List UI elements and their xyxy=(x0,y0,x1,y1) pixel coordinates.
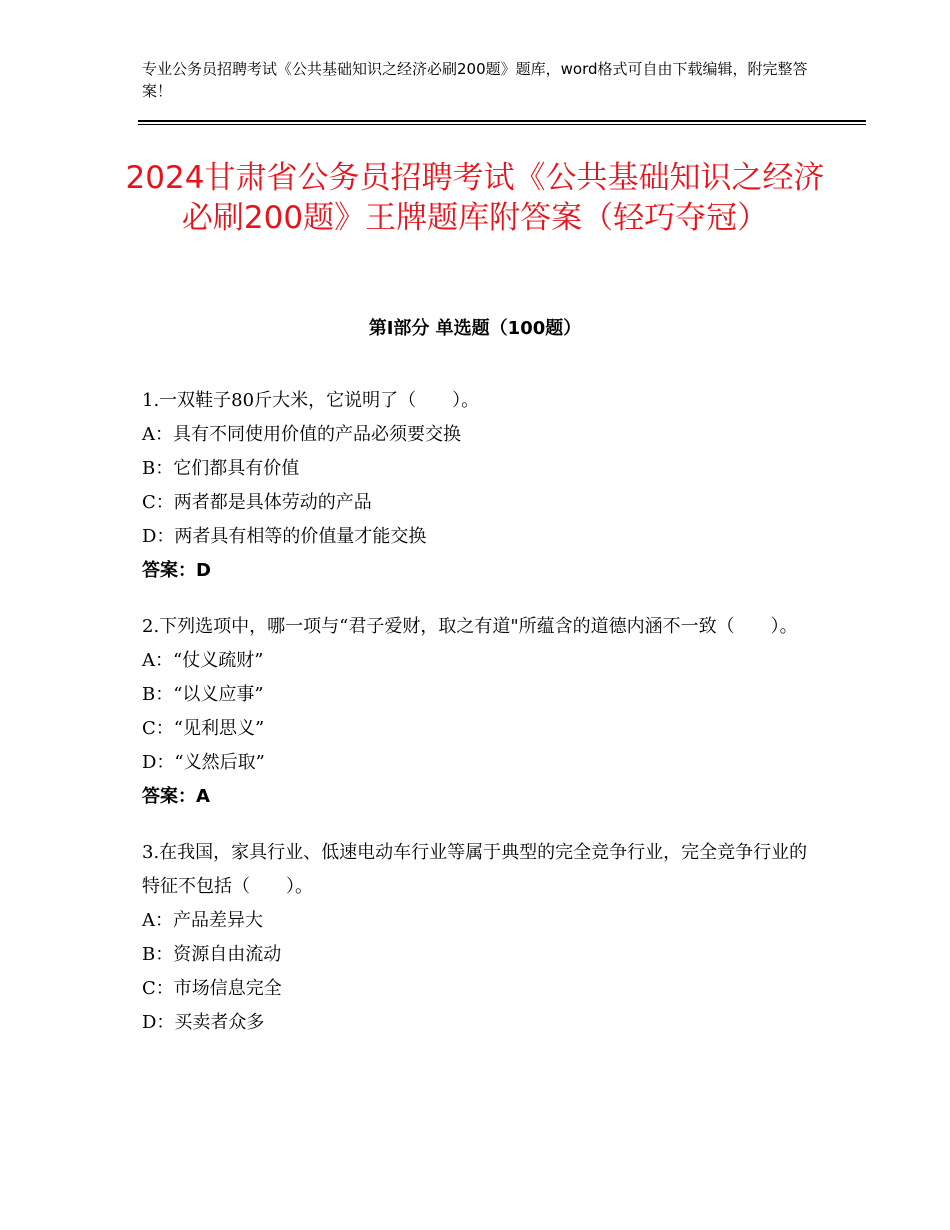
option-a: A：产品差异大 xyxy=(142,910,263,931)
option-a: A：“仗义疏财” xyxy=(142,650,264,671)
document-title: 2024甘肃省公务员招聘考试《公共基础知识之经济必刷200题》王牌题库附答案（轻巧夺冠） xyxy=(125,160,825,236)
question-stem: 1.一双鞋子80斤大米，它说明了（ ）。 xyxy=(142,390,480,411)
question-1 xyxy=(142,384,822,588)
option-b: B：资源自由流动 xyxy=(142,944,282,965)
section-heading: 第Ⅰ部分 单选题（100题） xyxy=(368,318,582,339)
option-c: C：市场信息完全 xyxy=(142,978,282,999)
question-stem: 2.下列选项中，哪一项与“君子爱财，取之有道"所蕴含的道德内涵不一致（ ）。 xyxy=(142,616,798,637)
option-d: D：买卖者众多 xyxy=(142,1012,265,1033)
header-note: 专业公务员招聘考试《公共基础知识之经济必刷200题》题库，word格式可自由下载编辑，附完整答案！ xyxy=(142,60,808,100)
answer: 答案：D xyxy=(142,560,211,581)
header-divider xyxy=(138,120,866,124)
header-divider-thick xyxy=(138,120,866,122)
answer: 答案：A xyxy=(142,786,210,807)
option-b: B：“以义应事” xyxy=(142,684,264,705)
header-divider-thin xyxy=(138,124,866,125)
option-b: B：它们都具有价值 xyxy=(142,458,300,479)
option-c: C：“见利思义” xyxy=(142,718,265,739)
question-2 xyxy=(142,610,822,814)
question-3 xyxy=(142,836,822,1040)
option-c: C：两者都是具体劳动的产品 xyxy=(142,492,372,513)
option-d: D：“义然后取” xyxy=(142,752,265,773)
option-a: A：具有不同使用价值的产品必须要交换 xyxy=(142,424,461,445)
question-stem: 3.在我国，家具行业、低速电动车行业等属于典型的完全竞争行业，完全竞争行业的特征不包括（ ）。 xyxy=(142,842,808,897)
option-d: D：两者具有相等的价值量才能交换 xyxy=(142,526,427,547)
question-list xyxy=(142,384,822,1062)
